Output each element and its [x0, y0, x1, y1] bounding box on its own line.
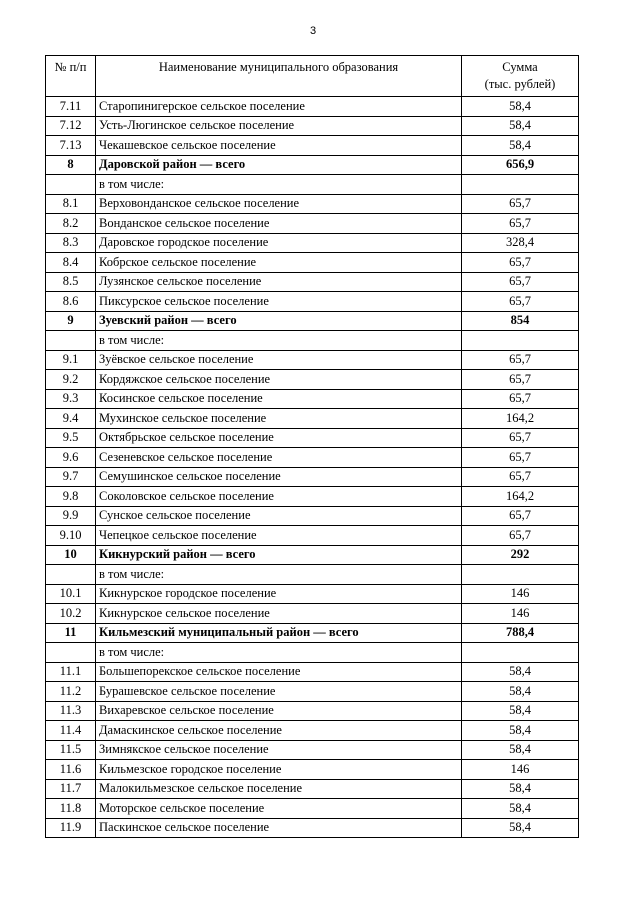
row-sum-cell: [462, 643, 579, 663]
row-name-cell: в том числе:: [96, 565, 462, 585]
table-row-total: [46, 311, 579, 331]
header-sum-title: Сумма: [502, 60, 538, 74]
table-body: [46, 97, 579, 838]
table-row: [46, 760, 579, 780]
row-sum-cell: 788,4: [462, 623, 579, 643]
row-name-cell: Кордяжское сельское поселение: [96, 370, 462, 390]
row-sum-cell: 58,4: [462, 779, 579, 799]
row-number-cell: [46, 643, 96, 663]
row-name-cell: Зуевский район — всего: [96, 311, 462, 331]
header-name: Наименование муниципального образования: [96, 56, 462, 97]
row-name-cell: Кикнурский район — всего: [96, 545, 462, 565]
row-sum-cell: 58,4: [462, 136, 579, 156]
row-number-cell: 9.9: [46, 506, 96, 526]
row-sum-cell: 65,7: [462, 370, 579, 390]
row-number-cell: 8.6: [46, 292, 96, 312]
row-number-cell: 8.2: [46, 214, 96, 234]
row-sum-cell: 65,7: [462, 389, 579, 409]
table-row: [46, 662, 579, 682]
row-name-cell: Бурашевское сельское поселение: [96, 682, 462, 702]
table-row: [46, 682, 579, 702]
row-name-cell: Даровской район — всего: [96, 155, 462, 175]
row-number-cell: 8.3: [46, 233, 96, 253]
row-number-cell: 8.4: [46, 253, 96, 273]
row-name-cell: Лузянское сельское поселение: [96, 272, 462, 292]
row-number-cell: 10.1: [46, 584, 96, 604]
table-row: [46, 721, 579, 741]
row-sum-cell: 58,4: [462, 97, 579, 117]
row-sum-cell: 656,9: [462, 155, 579, 175]
row-number-cell: 11.8: [46, 799, 96, 819]
row-number-cell: 8: [46, 155, 96, 175]
row-sum-cell: 146: [462, 584, 579, 604]
table-row: [46, 272, 579, 292]
row-name-cell: Усть-Люгинское сельское поселение: [96, 116, 462, 136]
row-number-cell: 9.7: [46, 467, 96, 487]
table-row: [46, 350, 579, 370]
row-name-cell: Большепорекское сельское поселение: [96, 662, 462, 682]
row-name-cell: Паскинское сельское поселение: [96, 818, 462, 838]
table-row: [46, 799, 579, 819]
table-row: [46, 194, 579, 214]
row-sum-cell: 65,7: [462, 272, 579, 292]
row-name-cell: Октябрьское сельское поселение: [96, 428, 462, 448]
table-row: [46, 740, 579, 760]
row-name-cell: Вонданское сельское поселение: [96, 214, 462, 234]
table-row: [46, 428, 579, 448]
row-name-cell: Мухинское сельское поселение: [96, 409, 462, 429]
row-number-cell: 11.3: [46, 701, 96, 721]
row-number-cell: [46, 565, 96, 585]
row-number-cell: 9.4: [46, 409, 96, 429]
row-sum-cell: 58,4: [462, 799, 579, 819]
row-sum-cell: 65,7: [462, 350, 579, 370]
row-sum-cell: 65,7: [462, 194, 579, 214]
table-row-total: [46, 155, 579, 175]
row-name-cell: Кикнурское городское поселение: [96, 584, 462, 604]
row-name-cell: Косинское сельское поселение: [96, 389, 462, 409]
table-row: [46, 116, 579, 136]
row-sum-cell: 65,7: [462, 253, 579, 273]
row-number-cell: 7.12: [46, 116, 96, 136]
row-name-cell: Пиксурское сельское поселение: [96, 292, 462, 312]
row-number-cell: 7.11: [46, 97, 96, 117]
row-number-cell: 9.10: [46, 526, 96, 546]
row-sum-cell: 58,4: [462, 662, 579, 682]
row-name-cell: Дамаскинское сельское поселение: [96, 721, 462, 741]
row-name-cell: Зуёвское сельское поселение: [96, 350, 462, 370]
row-number-cell: 11.9: [46, 818, 96, 838]
page-number: 3: [309, 25, 317, 37]
row-sum-cell: 58,4: [462, 721, 579, 741]
row-number-cell: 11.6: [46, 760, 96, 780]
row-number-cell: 10: [46, 545, 96, 565]
row-sum-cell: 146: [462, 760, 579, 780]
table-row: [46, 370, 579, 390]
header-row: [46, 56, 579, 97]
row-name-cell: Чекашевское сельское поселение: [96, 136, 462, 156]
row-name-cell: Даровское городское поселение: [96, 233, 462, 253]
row-sum-cell: 65,7: [462, 526, 579, 546]
row-number-cell: 11.4: [46, 721, 96, 741]
header-sum: [462, 56, 579, 97]
row-number-cell: [46, 175, 96, 195]
table-row: [46, 292, 579, 312]
row-number-cell: 10.2: [46, 604, 96, 624]
header-number: № п/п: [46, 56, 96, 97]
row-name-cell: Кильмезский муниципальный район — всего: [96, 623, 462, 643]
allocation-table: [45, 55, 579, 838]
table-row: [46, 409, 579, 429]
row-sum-cell: 146: [462, 604, 579, 624]
table-row: [46, 331, 579, 351]
row-sum-cell: 58,4: [462, 682, 579, 702]
row-name-cell: Старопинигерское сельское поселение: [96, 97, 462, 117]
row-name-cell: Кильмезское городское поселение: [96, 760, 462, 780]
row-sum-cell: 65,7: [462, 428, 579, 448]
table-row: [46, 487, 579, 507]
table-row-total: [46, 545, 579, 565]
row-sum-cell: 58,4: [462, 740, 579, 760]
table-row: [46, 448, 579, 468]
row-name-cell: в том числе:: [96, 643, 462, 663]
row-sum-cell: [462, 331, 579, 351]
row-name-cell: в том числе:: [96, 331, 462, 351]
row-number-cell: 11.7: [46, 779, 96, 799]
row-number-cell: 8.1: [46, 194, 96, 214]
row-name-cell: Моторское сельское поселение: [96, 799, 462, 819]
row-number-cell: 9.6: [46, 448, 96, 468]
row-sum-cell: 58,4: [462, 818, 579, 838]
table-row: [46, 389, 579, 409]
row-name-cell: Сунское сельское поселение: [96, 506, 462, 526]
row-sum-cell: 65,7: [462, 506, 579, 526]
row-name-cell: Верховонданское сельское поселение: [96, 194, 462, 214]
row-number-cell: 7.13: [46, 136, 96, 156]
row-name-cell: Кикнурское сельское поселение: [96, 604, 462, 624]
row-sum-cell: 58,4: [462, 116, 579, 136]
row-number-cell: [46, 331, 96, 351]
row-sum-cell: 164,2: [462, 409, 579, 429]
row-number-cell: 11.2: [46, 682, 96, 702]
table-row: [46, 818, 579, 838]
table-header: [46, 56, 579, 97]
table-row: [46, 604, 579, 624]
table-row: [46, 526, 579, 546]
row-sum-cell: 854: [462, 311, 579, 331]
row-name-cell: Сезеневское сельское поселение: [96, 448, 462, 468]
row-number-cell: 9.8: [46, 487, 96, 507]
row-number-cell: 9.2: [46, 370, 96, 390]
row-sum-cell: 58,4: [462, 701, 579, 721]
row-sum-cell: 65,7: [462, 292, 579, 312]
table-row: [46, 506, 579, 526]
table-row: [46, 701, 579, 721]
row-number-cell: 11.1: [46, 662, 96, 682]
row-number-cell: 9.1: [46, 350, 96, 370]
row-name-cell: Кобрское сельское поселение: [96, 253, 462, 273]
table-row: [46, 97, 579, 117]
table-row: [46, 565, 579, 585]
row-sum-cell: 164,2: [462, 487, 579, 507]
table-row: [46, 643, 579, 663]
table-row: [46, 214, 579, 234]
row-name-cell: Соколовское сельское поселение: [96, 487, 462, 507]
row-sum-cell: 328,4: [462, 233, 579, 253]
row-number-cell: 9.3: [46, 389, 96, 409]
row-name-cell: Вихаревское сельское поселение: [96, 701, 462, 721]
row-number-cell: 11: [46, 623, 96, 643]
row-sum-cell: 65,7: [462, 448, 579, 468]
table-row: [46, 467, 579, 487]
header-sum-unit: (тыс. рублей): [484, 77, 556, 91]
row-sum-cell: 292: [462, 545, 579, 565]
row-sum-cell: 65,7: [462, 214, 579, 234]
table-row: [46, 779, 579, 799]
table-row-total: [46, 623, 579, 643]
table-row: [46, 584, 579, 604]
table-row: [46, 233, 579, 253]
row-sum-cell: [462, 175, 579, 195]
row-number-cell: 9.5: [46, 428, 96, 448]
row-name-cell: Малокильмезское сельское поселение: [96, 779, 462, 799]
row-sum-cell: [462, 565, 579, 585]
row-name-cell: Чепецкое сельское поселение: [96, 526, 462, 546]
row-number-cell: 8.5: [46, 272, 96, 292]
table-row: [46, 253, 579, 273]
table-row: [46, 136, 579, 156]
table-row: [46, 175, 579, 195]
row-sum-cell: 65,7: [462, 467, 579, 487]
row-number-cell: 9: [46, 311, 96, 331]
row-name-cell: Зимнякское сельское поселение: [96, 740, 462, 760]
row-name-cell: в том числе:: [96, 175, 462, 195]
row-name-cell: Семушинское сельское поселение: [96, 467, 462, 487]
row-number-cell: 11.5: [46, 740, 96, 760]
